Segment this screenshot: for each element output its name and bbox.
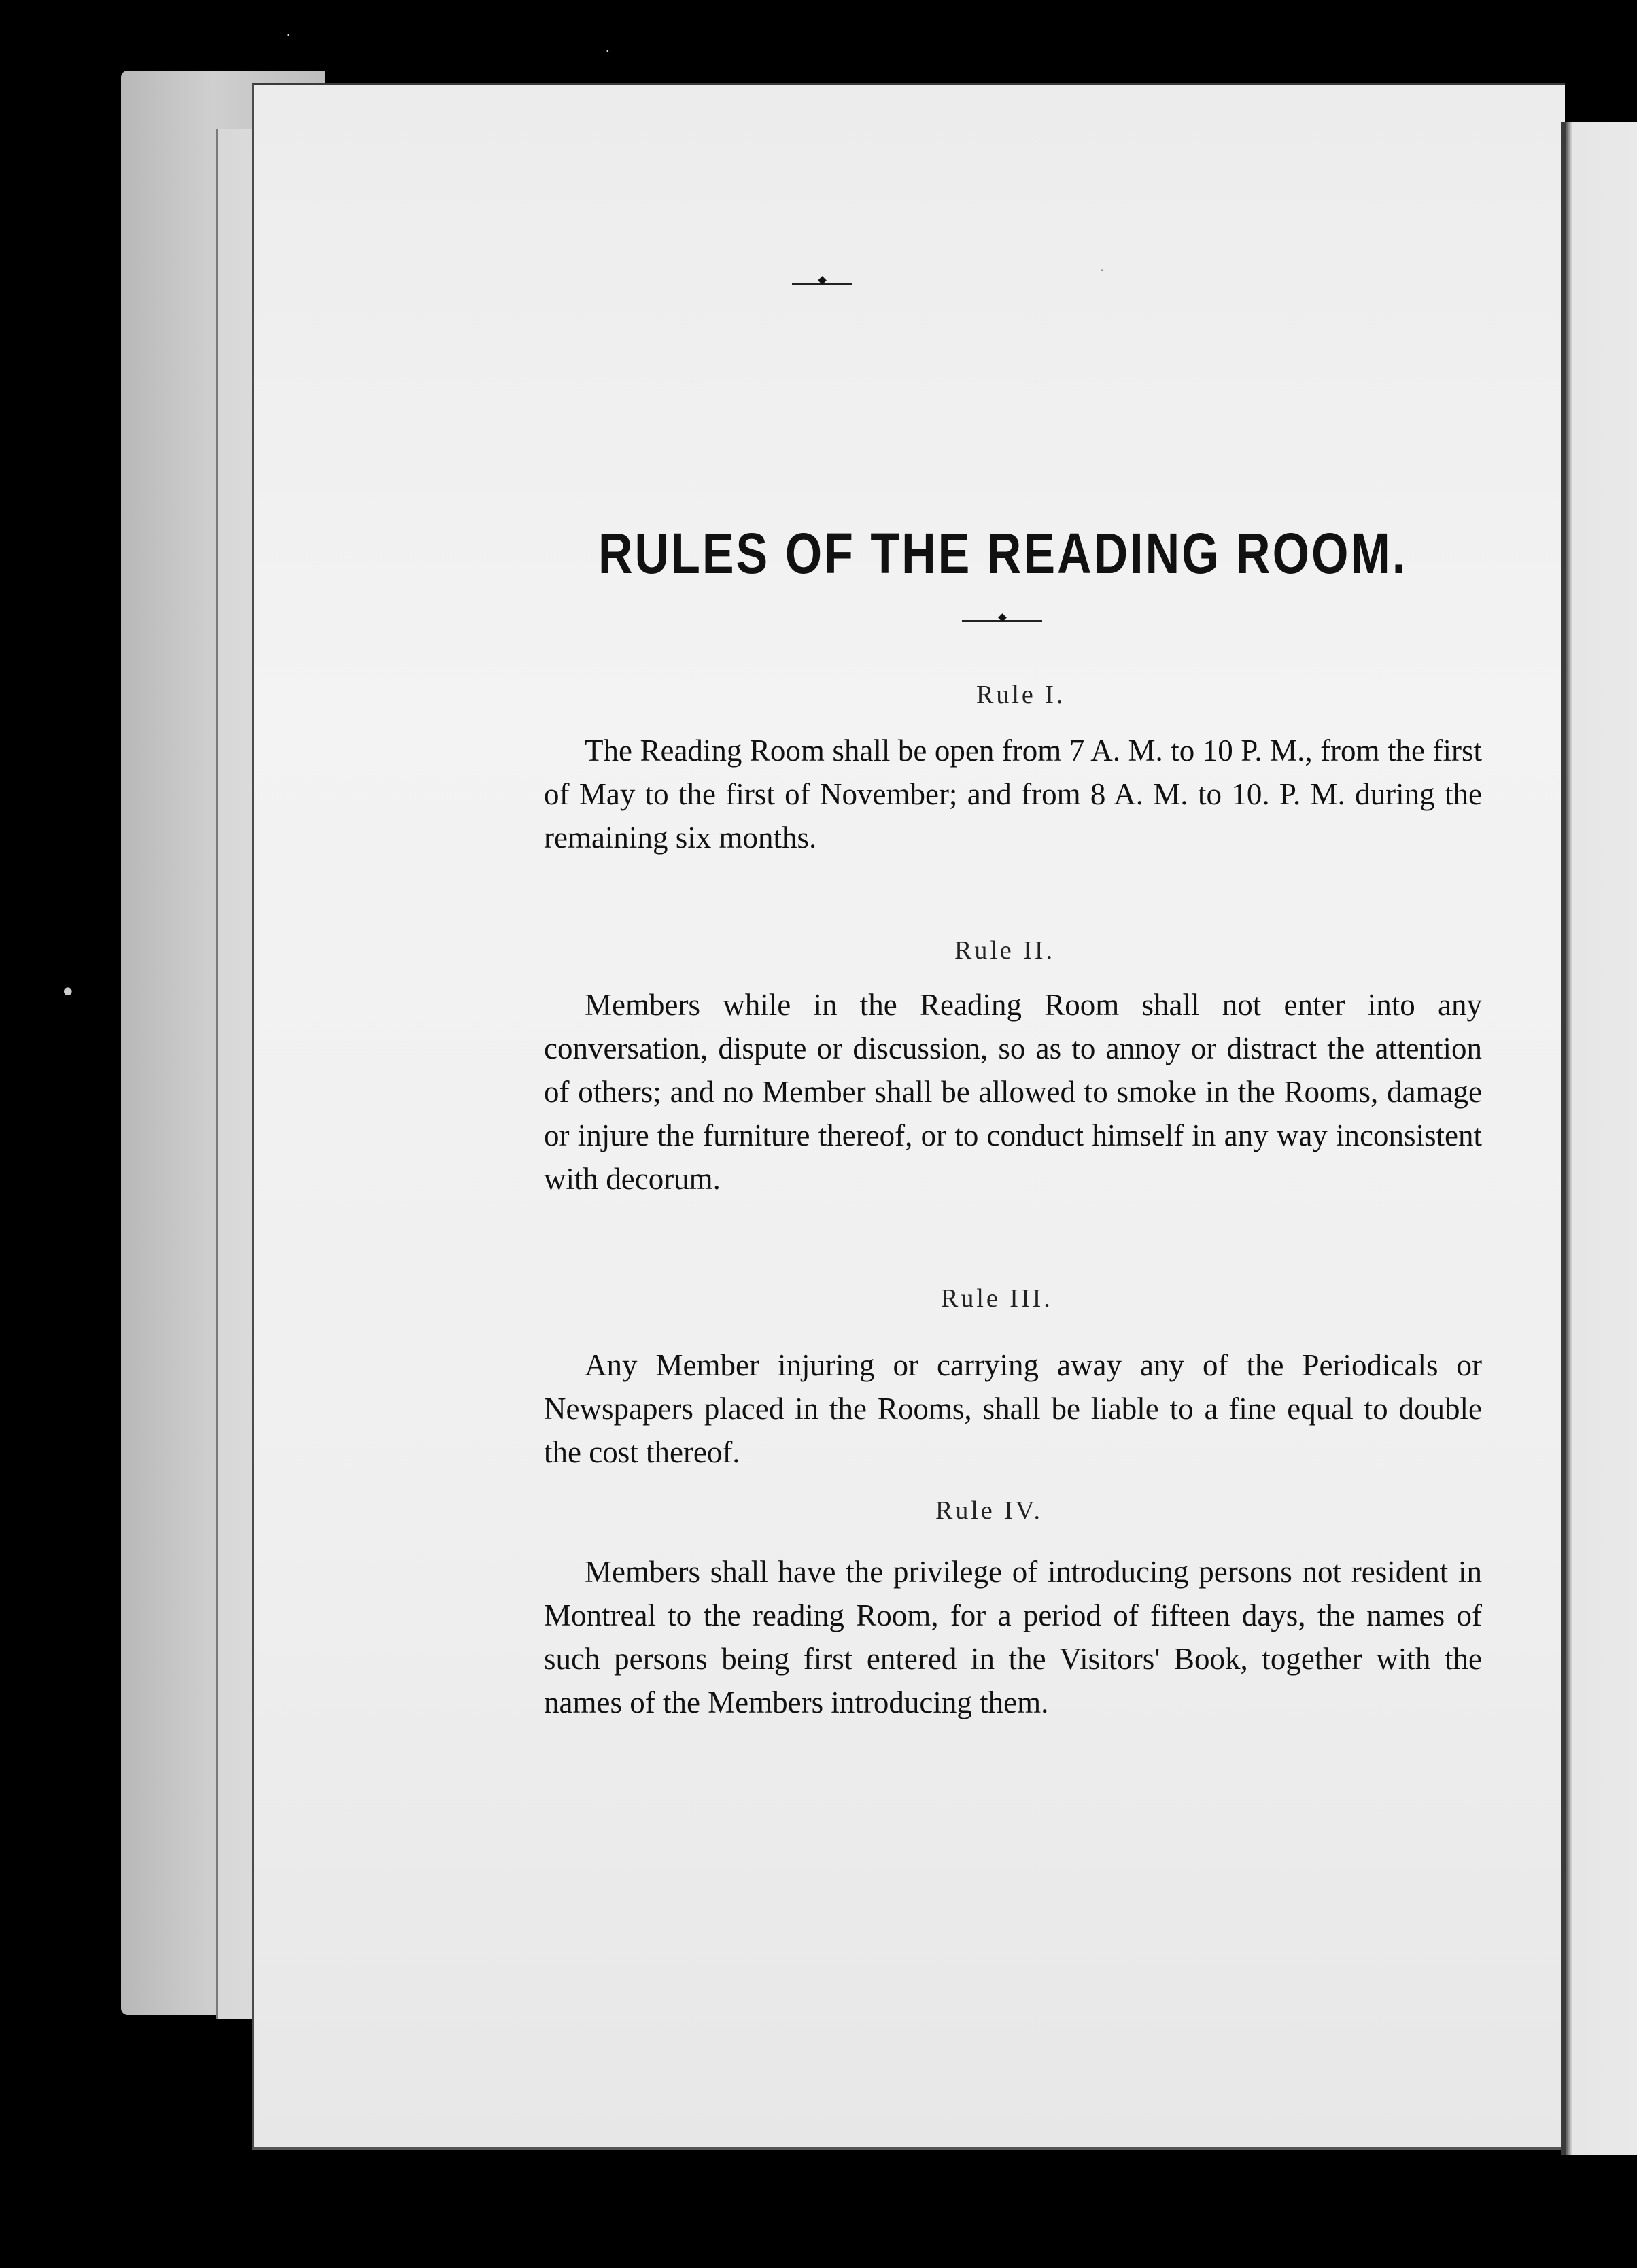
rule-4-body — [544, 1550, 1482, 1724]
right-page-sheet — [1564, 122, 1637, 2155]
rule-4-heading: Rule IV. — [935, 1496, 1043, 1525]
rule-3-text: Any Member injuring or carrying away any of the Periodicals or Newspapers placed in the Rooms, shall be liable to a fine equal to double the cost thereof. — [544, 1348, 1482, 1469]
scan-speck: · — [605, 42, 610, 61]
rule-1-body — [544, 729, 1482, 859]
rule-4-text: Members shall have the privilege of introducing persons not resident in Montreal to the reading Room, for a period of fifteen days, the names of such persons being first entered in the Visitors' Book, together with the names of the Members introducing them. — [544, 1555, 1482, 1719]
rule-2-text: Members while in the Reading Room shall not enter into any conversation, dispute or discussion, so as to annoy or distract the attention of others; and no Member shall be allowed to smoke in the Rooms, damage or injure the furniture thereof, or to conduct himself in any way inconsistent with decorum. — [544, 988, 1482, 1196]
rule-3-heading: Rule III. — [941, 1284, 1053, 1313]
rule-3-body — [544, 1343, 1482, 1474]
rule-1-heading: Rule I. — [976, 681, 1066, 709]
scan-speck: · — [1100, 262, 1105, 279]
rule-2-heading: Rule II. — [954, 936, 1056, 965]
rule-1-text: The Reading Room shall be open from 7 A. M. to 10 P. M., from the first of May to the first of November; and from 8 A. M. to 10. P. M. during the remaining six months. — [544, 734, 1482, 855]
scan-speck: • — [60, 977, 76, 1008]
rule-2-body — [544, 983, 1482, 1201]
page-title: RULES OF THE READING ROOM. — [598, 521, 1408, 585]
scan-speck: · — [286, 26, 291, 45]
page-fold-edge — [1561, 122, 1566, 2155]
